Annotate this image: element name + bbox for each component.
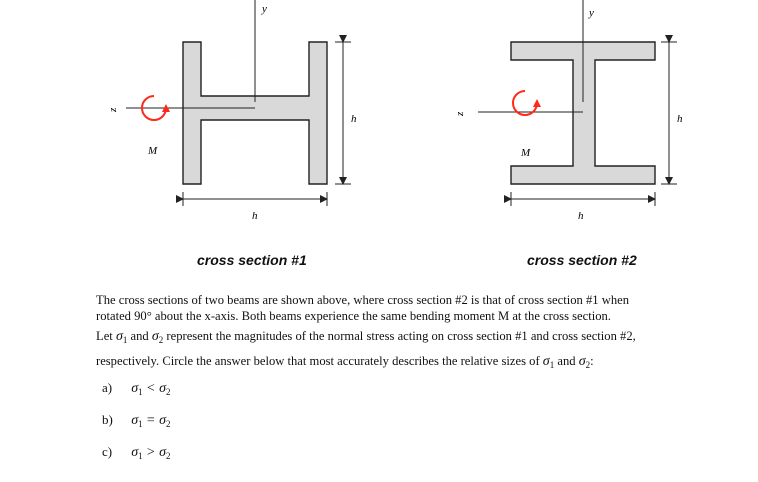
- relation-symbol: =: [146, 413, 155, 428]
- sigma-1: $\sigma_1$: [542, 354, 555, 370]
- z-axis-label: z: [454, 111, 466, 116]
- option-b[interactable]: [102, 412, 170, 429]
- sigma-1: $\sigma_1$: [131, 413, 143, 429]
- width-label: h: [578, 210, 584, 222]
- paragraph-line-3: [96, 326, 736, 350]
- line3-suffix: represent the magnitudes of the normal stress acting on cross section #1 and cross section #2,: [166, 329, 636, 343]
- y-axis-label: y: [262, 3, 267, 15]
- moment-arrow: [513, 91, 537, 115]
- sigma-2: $\sigma_2$: [159, 413, 171, 429]
- sigma-2: $\sigma_2$: [151, 329, 164, 345]
- cross-section-1: [107, 0, 357, 222]
- paragraph-line-1: The cross sections of two beams are shown above, where cross section #2 is that of cross section #1 when: [96, 293, 630, 307]
- moment-label: M: [521, 147, 531, 159]
- paragraph-line-4: [96, 351, 736, 375]
- z-axis-label: z: [107, 107, 119, 112]
- height-label: h: [351, 113, 357, 125]
- sigma-2: $\sigma_2$: [159, 445, 171, 461]
- relation-symbol: <: [146, 381, 155, 396]
- paragraph-line-2: rotated 90° about the x-axis. Both beams experience the same bending moment M at the cross section.: [96, 309, 611, 323]
- sigma-2: $\sigma_2$: [578, 354, 591, 370]
- option-a[interactable]: [102, 380, 170, 397]
- line3-prefix: Let: [96, 329, 113, 343]
- moment-label: M: [148, 145, 158, 157]
- line4-prefix: respectively. Circle the answer below that most accurately describes the relative sizes of: [96, 354, 540, 368]
- option-label: a): [102, 380, 113, 395]
- line4-and: and: [557, 354, 576, 368]
- width-label: h: [252, 210, 258, 222]
- cross-section-2: [454, 0, 683, 222]
- option-label: c): [102, 444, 113, 459]
- sigma-1: $\sigma_1$: [115, 329, 128, 345]
- line3-and: and: [130, 329, 149, 343]
- caption-section-2: cross section #2: [527, 252, 637, 268]
- option-label: b): [102, 412, 113, 427]
- sigma-1: $\sigma_1$: [131, 381, 143, 397]
- caption-section-1: cross section #1: [197, 252, 307, 268]
- y-axis-label: y: [589, 7, 594, 19]
- option-c[interactable]: [102, 444, 170, 461]
- sigma-1: $\sigma_1$: [131, 445, 143, 461]
- sigma-2: $\sigma_2$: [159, 381, 171, 397]
- height-label: h: [677, 113, 683, 125]
- line4-suffix: :: [590, 354, 594, 368]
- relation-symbol: >: [146, 445, 155, 460]
